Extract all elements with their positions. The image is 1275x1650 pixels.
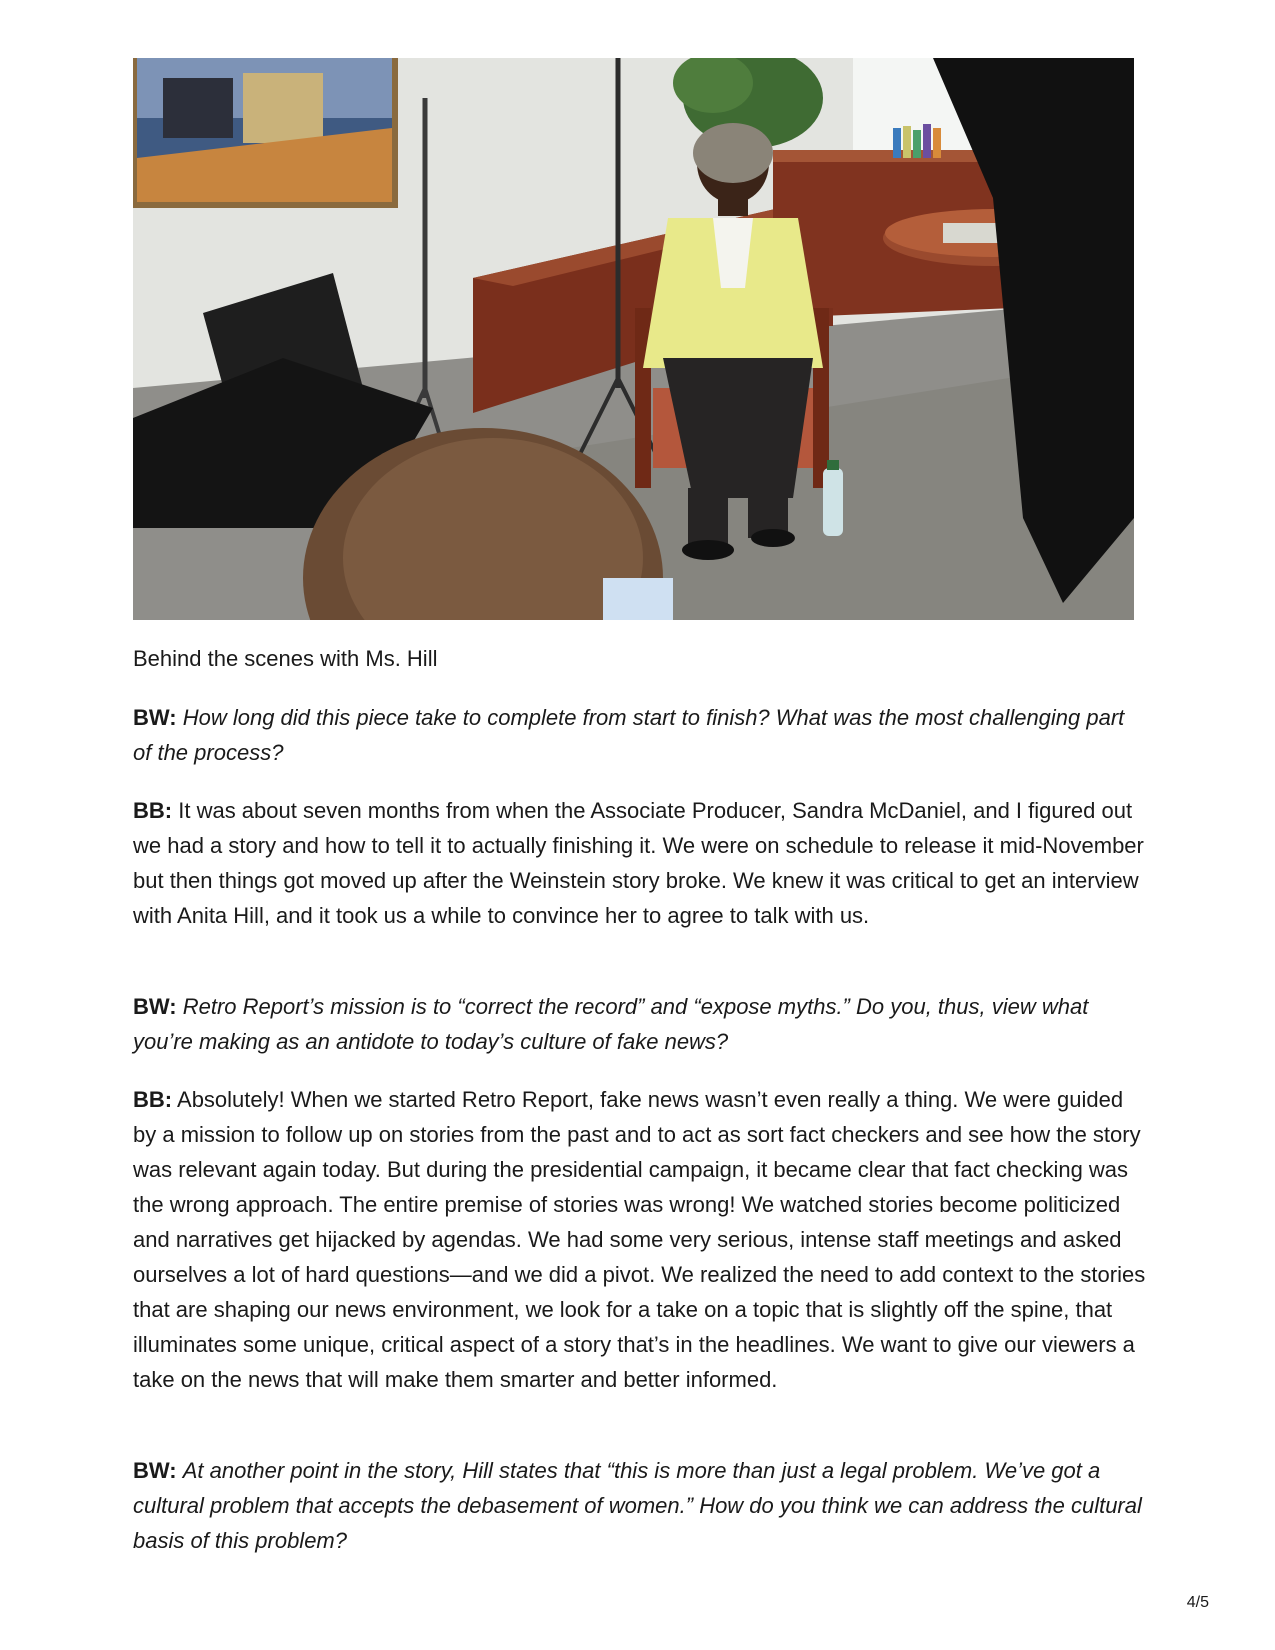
question-text: How long did this piece take to complete from start to finish? What was the most challenging part of the process? xyxy=(133,705,1125,765)
qa-question-3 xyxy=(133,1453,1148,1558)
qa-answer-1 xyxy=(133,793,1148,933)
speaker-label: BW: xyxy=(133,705,177,730)
page-number: 4/5 xyxy=(1186,1594,1209,1611)
photo-caption: Behind the scenes with Ms. Hill xyxy=(133,646,438,671)
qa-answer-2 xyxy=(133,1082,1148,1397)
interview-photo-illustration xyxy=(133,58,1134,620)
qa-question-2 xyxy=(133,989,1148,1059)
speaker-label: BB: xyxy=(133,1087,173,1112)
speaker-label: BB: xyxy=(133,798,173,823)
interview-photo xyxy=(133,58,1134,620)
question-text: Retro Report’s mission is to “correct the record” and “expose myths.” Do you, thus, view what you’re making as an antidote to today’s culture of fake news? xyxy=(133,994,1089,1054)
speaker-label: BW: xyxy=(133,1458,177,1483)
question-text: At another point in the story, Hill states that “this is more than just a legal problem. We’ve got a cultural problem that accepts the debasement of women.” How do you think we can address the cultural basis of this problem? xyxy=(133,1458,1142,1553)
answer-text: Absolutely! When we started Retro Report, fake news wasn’t even really a thing. We were guided by a mission to follow up on stories from the past and to act as sort fact checkers and see how the story was relevant again today. But during the presidential campaign, it became clear that fact checking was the wrong approach. The entire premise of stories was wrong! We watched stories become politicized and narratives get hijacked by agendas. We had some very serious, intense staff meetings and asked ourselves a lot of hard questions—and we did a pivot. We realized the need to add context to the stories that are shaping our news environment, we look for a take on a topic that is slightly off the spine, that illuminates some unique, critical aspect of a story that’s in the headlines. We want to give our viewers a take on the news that will make them smarter and better informed. xyxy=(133,1087,1146,1392)
answer-text: It was about seven months from when the Associate Producer, Sandra McDaniel, and I figured out we had a story and how to tell it to actually finishing it. We were on schedule to release it mid-November but then things got moved up after the Weinstein story broke. We knew it was critical to get an interview with Anita Hill, and it took us a while to convince her to agree to talk with us. xyxy=(133,798,1144,928)
speaker-label: BW: xyxy=(133,994,177,1019)
qa-question-1 xyxy=(133,700,1148,770)
